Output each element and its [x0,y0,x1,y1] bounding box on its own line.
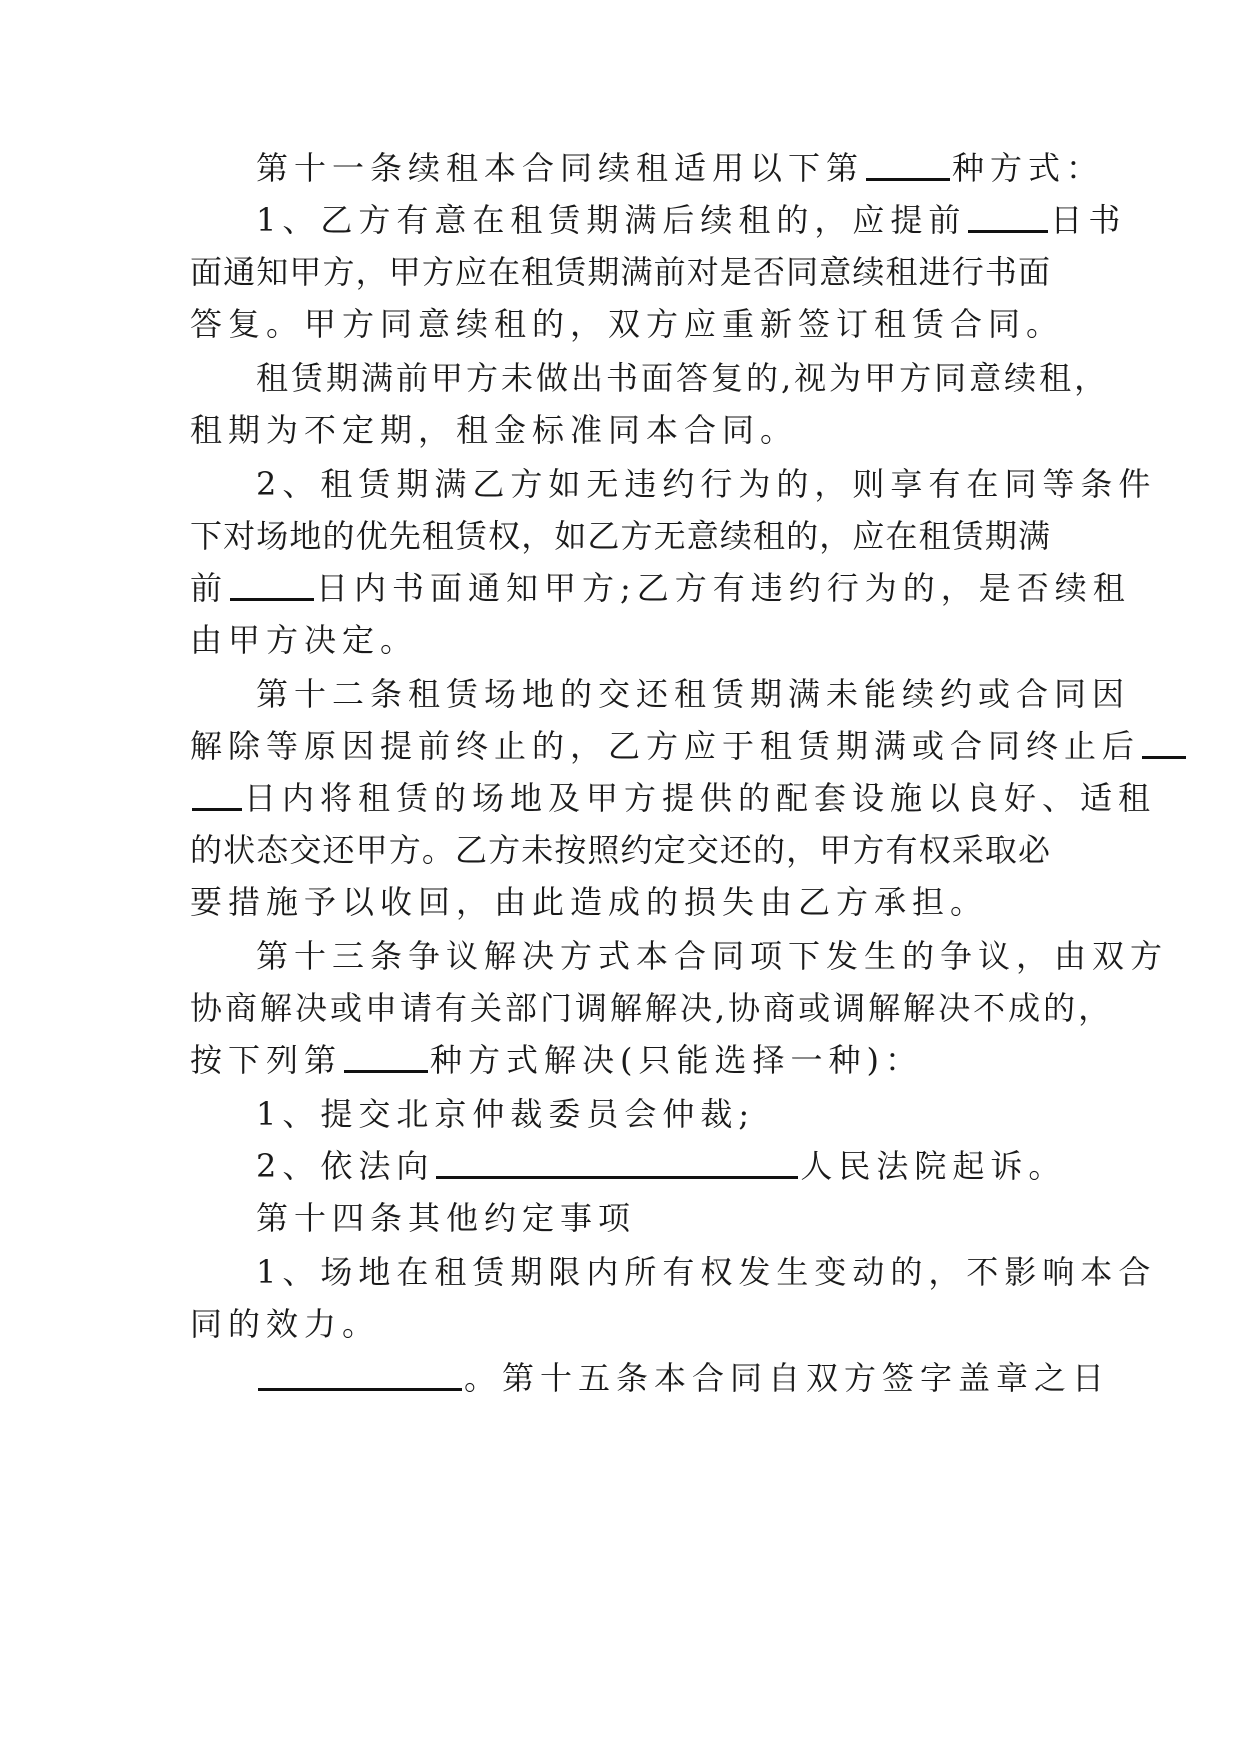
text-line: 第十三条争议解决方式本合同项下发生的争议，由双方 [256,937,1169,975]
text-line: 面通知甲方，甲方应在租赁期满前对是否同意续租进行书面 [190,253,1050,291]
fill-in-blank[interactable] [344,1040,428,1073]
text-line: 。第十五条本合同自双方签字盖章之日 [256,1355,1050,1401]
text-line: 2、依法向 人民法院起诉。 [256,1147,1067,1185]
text-line: 答复。甲方同意续租的，双方应重新签订租赁合同。 [190,305,1065,343]
text-line: 2、租赁期满乙方如无违约行为的，则享有在同等条件 [256,465,1157,503]
text-line: 第十四条其他约定事项 [256,1199,637,1237]
fill-in-blank[interactable] [258,1358,462,1391]
fill-in-blank[interactable] [1142,726,1186,759]
text-line: 协商解决或申请有关部门调解解决,协商或调解解决不成的， [190,989,1114,1027]
text-line: 日内将租赁的场地及甲方提供的配套设施以良好、适租 [190,775,1050,821]
text-line: 1、提交北京仲裁委员会仲裁; [256,1095,756,1133]
text-line: 下对场地的优先租赁权，如乙方无意续租的，应在租赁期满 [190,517,1050,555]
text-line: 第十一条续租本合同续租适用以下第 种方式： [256,149,1105,187]
text-line: 租赁期满前甲方未做出书面答复的,视为甲方同意续租， [256,359,1110,397]
text-line: 1、乙方有意在租赁期满后续租的，应提前 日书 [256,201,1127,239]
text-line: 同的效力。 [190,1305,381,1343]
text-line: 的状态交还甲方。乙方未按照约定交还的，甲方有权采取必 [190,831,1050,869]
text-line: 前 日内书面通知甲方;乙方有违约行为的，是否续租 [190,569,1131,607]
fill-in-blank[interactable] [192,778,242,811]
text-line: 要措施予以收回，由此造成的损失由乙方承担。 [190,883,989,921]
text-line: 第十二条租赁场地的交还租赁期满未能续约或合同因 [256,675,1131,713]
fill-in-blank[interactable] [436,1146,798,1179]
text-line: 由甲方决定。 [190,621,419,659]
fill-in-blank[interactable] [230,568,314,601]
fill-in-blank[interactable] [968,200,1048,233]
text-line: 租期为不定期，租金标准同本合同。 [190,411,799,449]
text-line: 1、场地在租赁期限内所有权发生变动的，不影响本合 [256,1253,1157,1291]
text-line: 按下列第 种方式解决(只能选择一种)： [190,1041,923,1079]
text-line: 解除等原因提前终止的，乙方应于租赁期满或合同终止后 [190,723,1050,769]
fill-in-blank[interactable] [866,148,950,181]
